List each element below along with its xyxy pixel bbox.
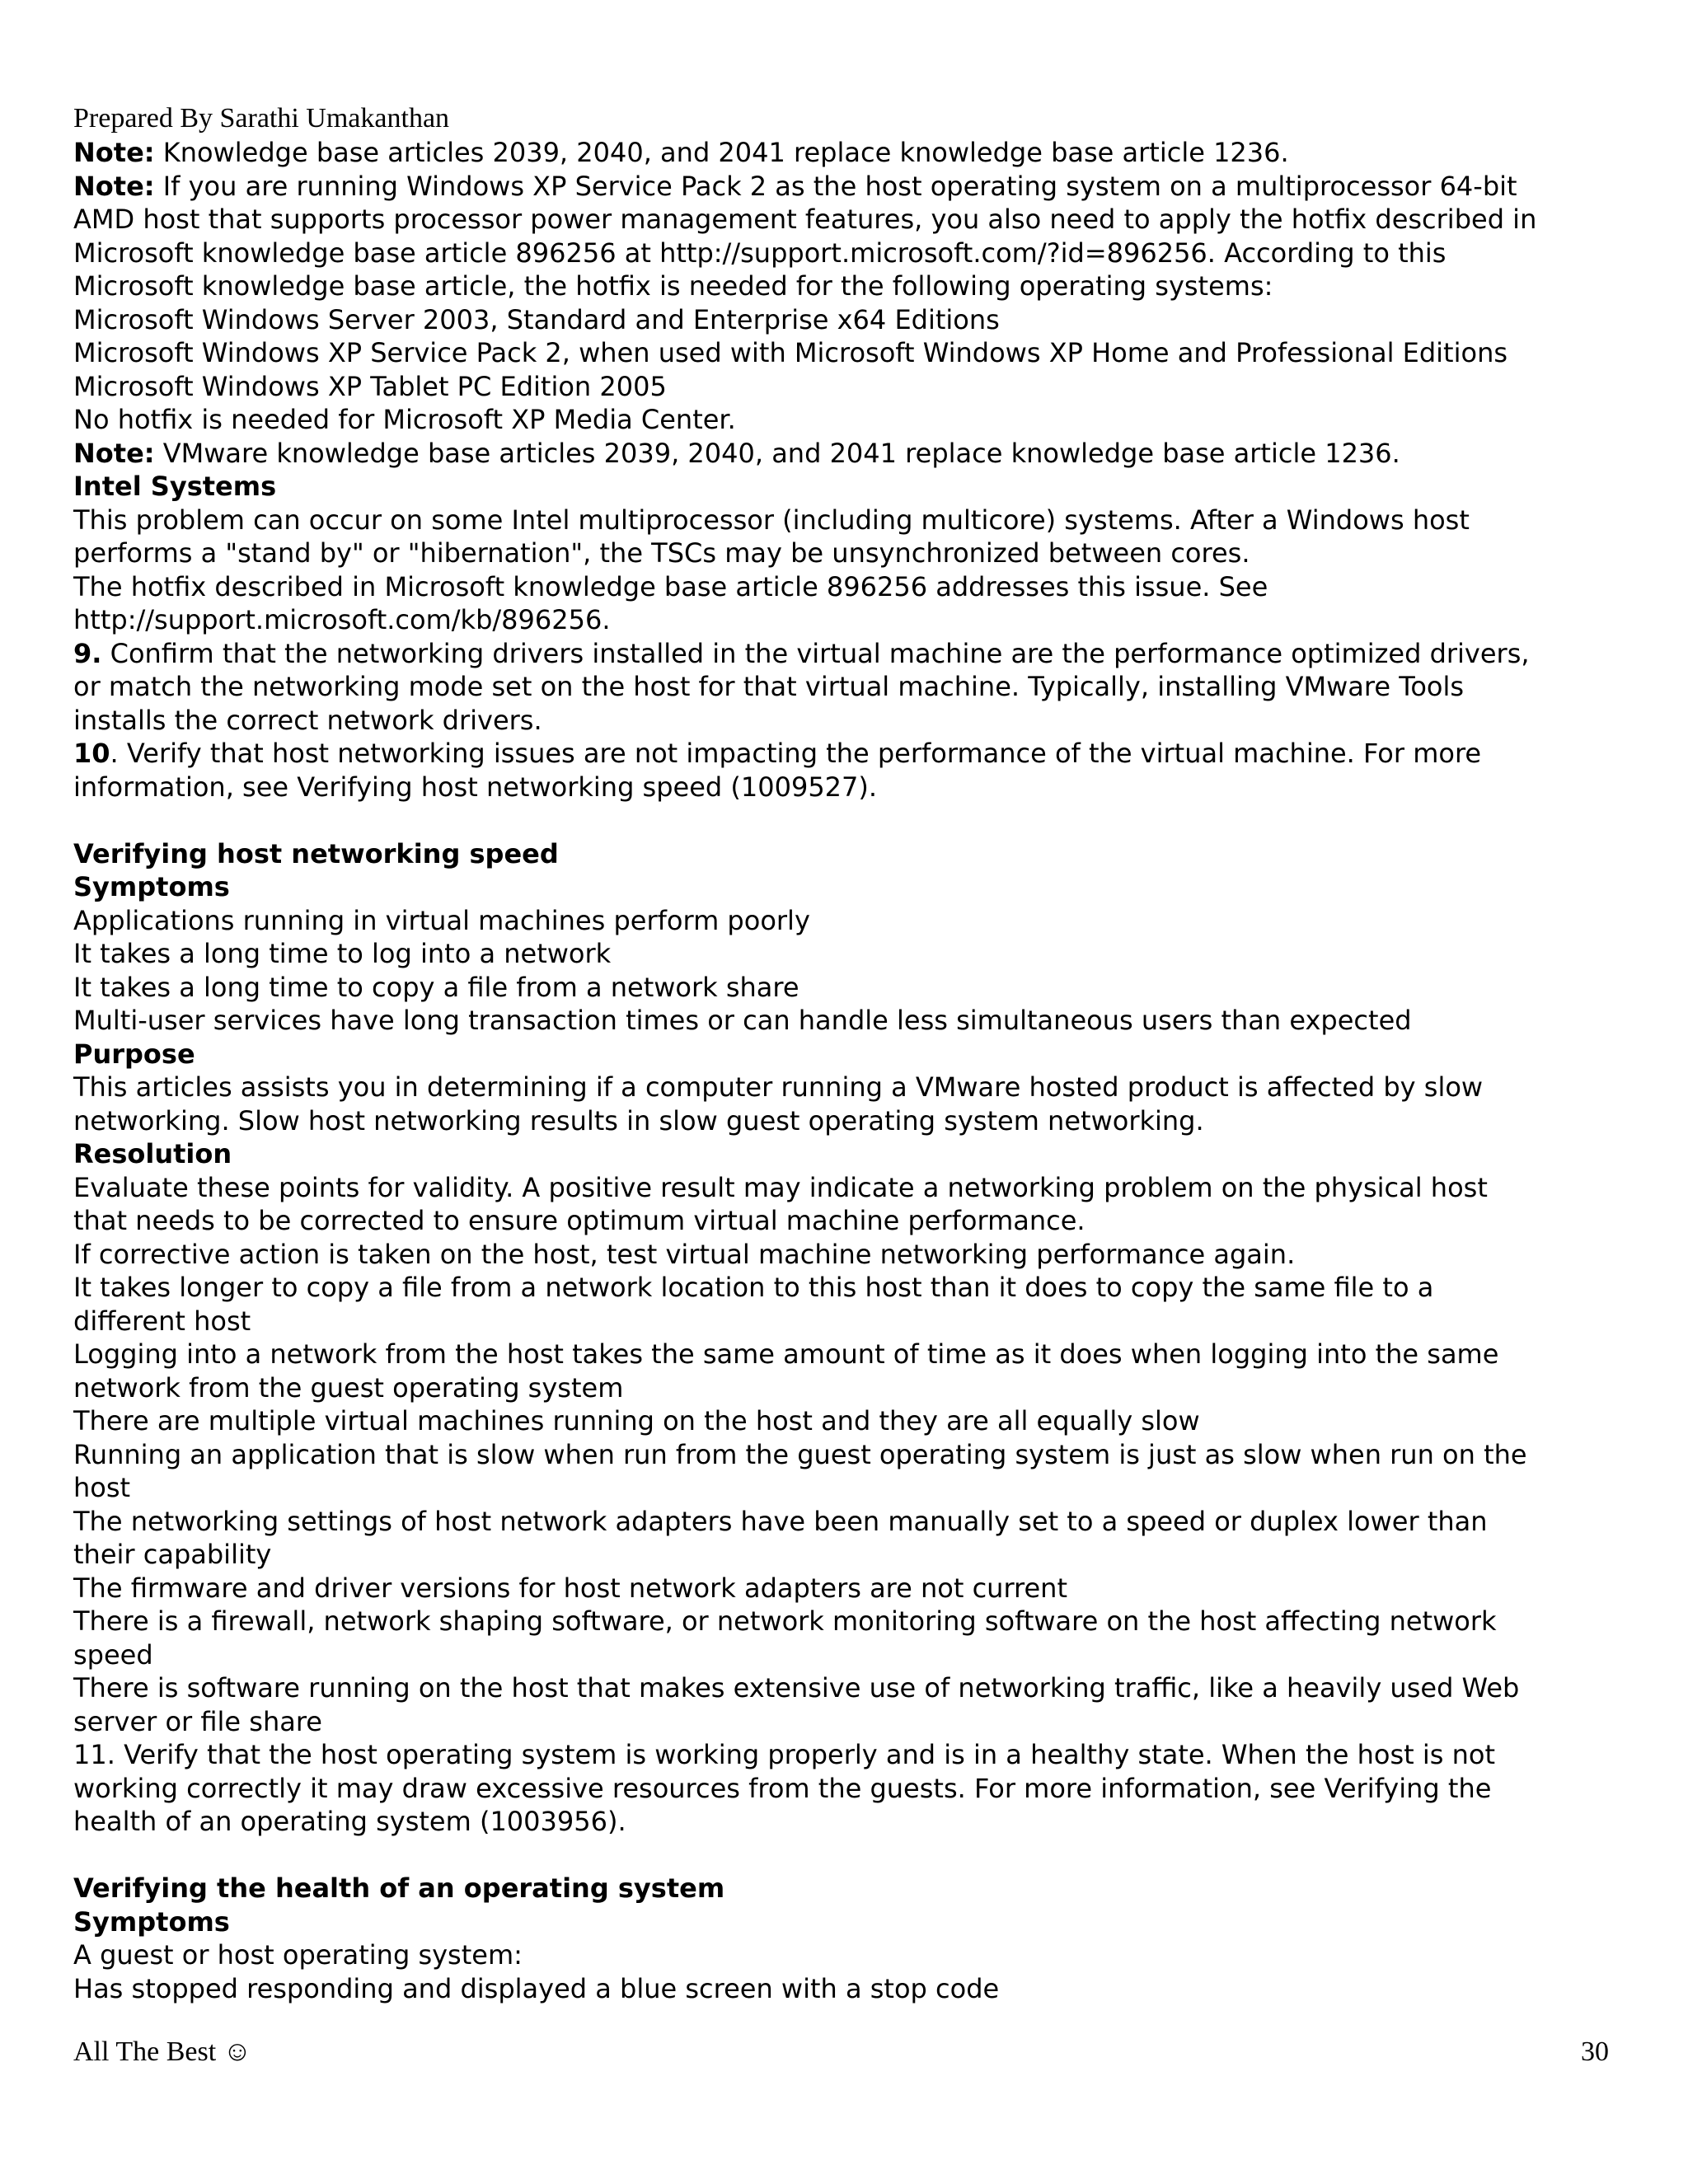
text-line: health of an operating system (1003956). (73, 1806, 626, 1837)
subheading-purpose: Purpose (73, 1038, 195, 1070)
section-heading: Verifying the health of an operating system (73, 1872, 725, 1904)
footer-tagline: All The Best ☺ (73, 2036, 252, 2067)
text-line: Evaluate these points for validity. A positive result may indicate a networking problem on the physical host (73, 1171, 1488, 1203)
subheading-symptoms: Symptoms (73, 871, 230, 902)
page-number: 30 (1581, 2036, 1609, 2067)
text-line: Running an application that is slow when run from the guest operating system is just as slow when run on the (73, 1438, 1527, 1470)
note-line (73, 136, 1631, 170)
text-line: This problem can occur on some Intel multiprocessor (including multicore) systems. After a Windows host (73, 504, 1470, 536)
step-line (73, 737, 1631, 771)
page-content (73, 136, 1631, 2005)
text-line: http://support.microsoft.com/kb/896256. (73, 604, 611, 635)
text-line: It takes longer to copy a file from a network location to this host than it does to copy the same file to a (73, 1272, 1434, 1303)
subheading-resolution: Resolution (73, 1138, 232, 1169)
note-text: VMware knowledge base articles 2039, 2040, and 2041 replace knowledge base article 1236. (154, 437, 1400, 469)
text-line: server or file share (73, 1705, 322, 1737)
step-line (73, 637, 1631, 671)
text-line: There is software running on the host that makes extensive use of networking traffic, like a heavily used Web (73, 1672, 1520, 1704)
note-line (73, 437, 1631, 471)
text-line: information, see Verifying host networking speed (1009527). (73, 771, 878, 803)
subheading-symptoms: Symptoms (73, 1905, 230, 1938)
section-heading: Verifying host networking speed (73, 837, 559, 869)
note-label: Note: (73, 437, 155, 469)
text-line: There is a firewall, network shaping software, or network monitoring software on the host affecting network (73, 1605, 1497, 1637)
note-text: Knowledge base articles 2039, 2040, and 2041 replace knowledge base article 1236. (154, 137, 1289, 168)
text-line: working correctly it may draw excessive resources from the guests. For more information, see Verifying the (73, 1772, 1492, 1804)
text-line: network from the guest operating system (73, 1371, 624, 1404)
note-label: Note: (73, 137, 155, 168)
text-line: Microsoft Windows XP Tablet PC Edition 2005 (73, 370, 667, 402)
blank-line (73, 804, 1631, 837)
text-line: Microsoft Windows Server 2003, Standard and Enterprise x64 Editions (73, 303, 1000, 335)
text-line: Has stopped responding and displayed a blue screen with a stop code (73, 1972, 1000, 2004)
text-line: Microsoft knowledge base article 896256 at http://support.microsoft.com/?id=896256. According to this (73, 237, 1447, 269)
text-line: speed (73, 1638, 153, 1671)
text-line: This articles assists you in determining if a computer running a VMware hosted product is affected by slow (73, 1071, 1484, 1103)
text-line: No hotfix is needed for Microsoft XP Media Center. (73, 404, 736, 435)
step-text: . Verify that host networking issues are not impacting the performance of the virtual machine. For more (110, 738, 1482, 769)
text-line: performs a "stand by" or "hibernation", the TSCs may be unsynchronized between cores. (73, 537, 1250, 569)
text-line: Microsoft knowledge base article, the hotfix is needed for the following operating systems: (73, 270, 1273, 302)
text-line: that needs to be corrected to ensure optimum virtual machine performance. (73, 1205, 1085, 1236)
text-line: 11. Verify that the host operating system is working properly and is in a healthy state. When the host is not (73, 1739, 1496, 1770)
text-line: The hotfix described in Microsoft knowledge base article 896256 addresses this issue. See (73, 570, 1268, 602)
text-line: The networking settings of host network adapters have been manually set to a speed or duplex lower than (73, 1505, 1488, 1537)
text-line: A guest or host operating system: (73, 1939, 523, 1971)
text-line: Multi-user services have long transaction times or can handle less simultaneous users than expected (73, 1005, 1412, 1036)
text-line: different host (73, 1305, 251, 1337)
prepared-by-header: Prepared By Sarathi Umakanthan (73, 103, 450, 134)
note-label: Note: (73, 170, 155, 202)
text-line: installs the correct network drivers. (73, 704, 542, 736)
text-line: If corrective action is taken on the host, test virtual machine networking performance again. (73, 1238, 1296, 1270)
step-number: 10 (73, 738, 110, 769)
text-line: There are multiple virtual machines running on the host and they are all equally slow (73, 1405, 1200, 1436)
text-line: their capability (73, 1539, 272, 1570)
note-text: If you are running Windows XP Service Pack 2 as the host operating system on a multiprocessor 64-bit (154, 170, 1517, 202)
text-line: Microsoft Windows XP Service Pack 2, when used with Microsoft Windows XP Home and Professional Editions (73, 337, 1508, 368)
text-line: networking. Slow host networking results in slow guest operating system networking. (73, 1104, 1204, 1137)
text-line: host (73, 1472, 131, 1503)
text-line: It takes a long time to log into a network (73, 938, 612, 969)
step-text: Confirm that the networking drivers installed in the virtual machine are the performance optimized drivers, (101, 637, 1530, 669)
text-line: Logging into a network from the host takes the same amount of time as it does when logging into the same (73, 1338, 1499, 1370)
text-line: or match the networking mode set on the host for that virtual machine. Typically, installing VMware Tools (73, 671, 1465, 702)
blank-line (73, 1839, 1631, 1872)
step-number: 9. (73, 637, 102, 669)
text-line: The firmware and driver versions for host network adapters are not current (73, 1572, 1067, 1604)
note-line (73, 170, 1631, 204)
text-line: AMD host that supports processor power management features, you also need to apply the hotfix described in (73, 204, 1537, 235)
subheading-intel-systems: Intel Systems (73, 471, 277, 502)
text-line: It takes a long time to copy a file from a network share (73, 971, 799, 1003)
text-line: Applications running in virtual machines perform poorly (73, 904, 810, 936)
